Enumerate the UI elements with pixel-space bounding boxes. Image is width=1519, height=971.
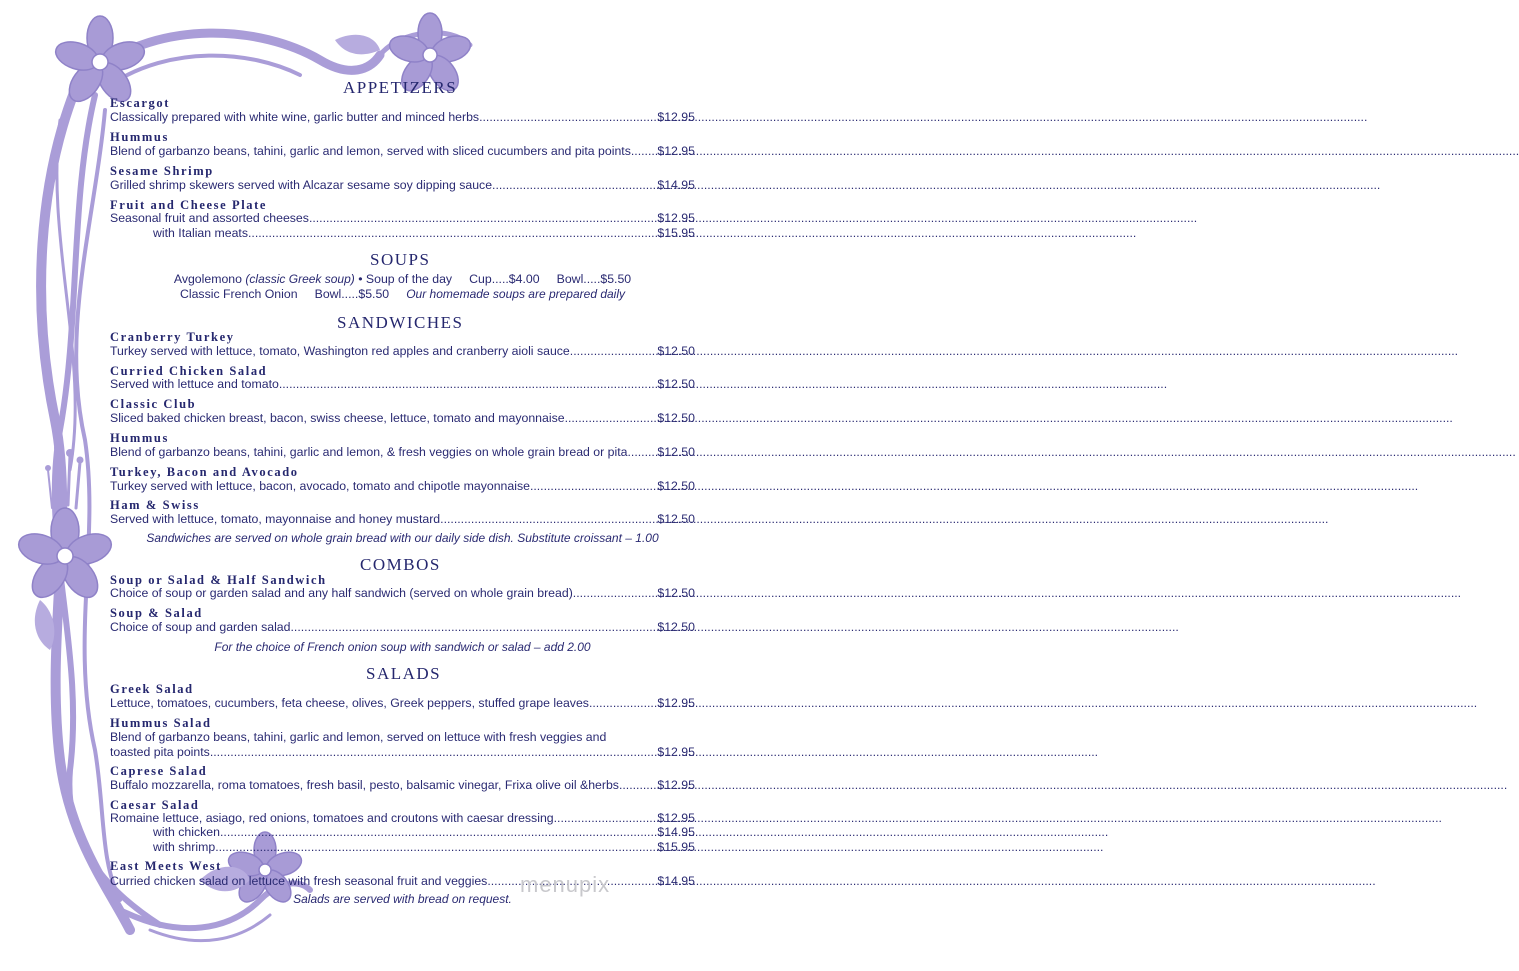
item-desc: Buffalo mozzarella, roma tomatoes, fresh basil, pesto, balsamic vinegar, Frixa olive oil &herbs <box>110 778 619 792</box>
item-name: Hummus <box>110 431 169 445</box>
item-name: Turkey, Bacon and Avocado <box>110 465 299 479</box>
item-price: $12.50 <box>657 479 695 493</box>
item-price: $12.95 <box>657 745 695 759</box>
item-price: $12.95 <box>657 696 695 710</box>
soup-note: Our homemade soups are prepared daily <box>406 287 626 301</box>
item-desc: Turkey served with lettuce, bacon, avocado, tomato and chipotle mayonnaise <box>110 479 530 493</box>
item-name: Caesar Salad <box>110 798 200 812</box>
item-price: $12.95 <box>657 110 695 124</box>
item-desc: Choice of soup or garden salad and any half sandwich (served on whole grain bread) <box>110 586 573 600</box>
soup-text: Avgolemono <box>173 272 246 286</box>
menu-line <box>110 445 695 461</box>
menu-line <box>110 512 695 528</box>
menu-line <box>110 479 695 495</box>
menu-line <box>110 110 695 126</box>
combos-note: For the choice of French onion soup with sandwich or salad – add 2.00 <box>214 640 591 654</box>
soup-line-1 <box>110 272 695 286</box>
item-desc: Served with lettuce, tomato, mayonnaise and honey mustard <box>110 512 441 526</box>
item-name: Hummus Salad <box>110 716 212 730</box>
section-title-salads: SALADS <box>366 664 442 683</box>
section-title-soups: SOUPS <box>370 250 431 269</box>
item-desc: Seasonal fruit and assorted cheeses <box>110 211 309 225</box>
item-desc: with Italian meats <box>153 226 249 240</box>
item-price: $12.95 <box>657 211 695 225</box>
watermark-text: menupix <box>520 872 611 897</box>
item-name: Hummus <box>110 130 169 144</box>
item-price: $14.95 <box>657 178 695 192</box>
item-desc: Turkey served with lettuce, tomato, Washington red apples and cranberry aioli sauce <box>110 344 570 358</box>
item-price: $12.50 <box>657 586 695 600</box>
item-name: Soup & Salad <box>110 606 203 620</box>
section-title-appetizers: APPETIZERS <box>343 78 458 97</box>
item-desc: Lettuce, tomatoes, cucumbers, feta cheese, olives, Greek peppers, stuffed grape leaves <box>110 696 589 710</box>
menu-line <box>110 178 695 194</box>
menu-line <box>110 411 695 427</box>
item-name: Escargot <box>110 96 171 110</box>
item-desc: Curried chicken salad on lettuce with fresh seasonal fruit and veggies <box>110 874 488 888</box>
menu-line <box>110 745 695 761</box>
item-name: Caprese Salad <box>110 764 208 778</box>
item-name: Ham & Swiss <box>110 498 200 512</box>
item-price: $15.95 <box>657 226 695 240</box>
soup-text: (classic Greek soup) <box>245 272 355 286</box>
item-price: $12.95 <box>657 811 695 825</box>
item-desc: with shrimp <box>153 840 216 854</box>
item-price: $15.95 <box>657 840 695 854</box>
salads-note: Salads are served with bread on request. <box>293 892 512 906</box>
item-price: $12.50 <box>657 620 695 634</box>
item-desc: Blend of garbanzo beans, tahini, garlic and lemon, served on lettuce with fresh veggies and <box>110 730 607 744</box>
item-price: $12.95 <box>657 144 695 158</box>
item-desc: Blend of garbanzo beans, tahini, garlic and lemon, & fresh veggies on whole grain bread or pita <box>110 445 628 459</box>
item-name: Soup or Salad & Half Sandwich <box>110 573 327 587</box>
item-name: Fruit and Cheese Plate <box>110 198 268 212</box>
menu-line <box>110 344 695 360</box>
item-price: $12.50 <box>657 512 695 526</box>
item-price: $12.50 <box>657 445 695 459</box>
item-name: Classic Club <box>110 397 197 411</box>
item-price: $12.95 <box>657 778 695 792</box>
menu-line <box>153 226 695 242</box>
item-name: Curried Chicken Salad <box>110 364 268 378</box>
section-title-sandwiches: SANDWICHES <box>337 313 464 332</box>
menu-line <box>153 825 695 841</box>
menu-line <box>110 620 695 636</box>
item-desc: Classically prepared with white wine, garlic butter and minced herbs <box>110 110 480 124</box>
sandwiches-note: Sandwiches are served on whole grain bread with our daily side dish. Substitute croissant – 1.00 <box>146 531 659 545</box>
item-price: $12.50 <box>657 377 695 391</box>
item-desc: Romaine lettuce, asiago, red onions, tomatoes and croutons with caesar dressing <box>110 811 554 825</box>
item-desc: Served with lettuce and tomato <box>110 377 279 391</box>
menu-line <box>110 586 695 602</box>
item-desc: Choice of soup and garden salad <box>110 620 291 634</box>
item-price: $14.95 <box>657 874 695 888</box>
item-desc: toasted pita points <box>110 745 210 759</box>
soup-line-2 <box>110 287 695 301</box>
menu-line <box>110 696 695 712</box>
soup-text: • Soup of the day Cup.....$4.00 Bowl.....$5.50 <box>354 272 632 286</box>
item-name: East Meets West <box>110 859 222 873</box>
item-desc: Sliced baked chicken breast, bacon, swiss cheese, lettuce, tomato and mayonnaise <box>110 411 565 425</box>
menu-line <box>110 144 695 160</box>
menu-line <box>110 211 695 227</box>
item-name: Sesame Shrimp <box>110 164 214 178</box>
item-name: Greek Salad <box>110 682 194 696</box>
section-title-combos: COMBOS <box>360 555 441 574</box>
item-desc: Grilled shrimp skewers served with Alcazar sesame soy dipping sauce <box>110 178 493 192</box>
item-price: $14.95 <box>657 825 695 839</box>
menu-line <box>110 778 695 794</box>
soup-text: Classic French Onion Bowl.....$5.50 <box>179 287 407 301</box>
item-desc: Blend of garbanzo beans, tahini, garlic and lemon, served with sliced cucumbers and pita points <box>110 144 631 158</box>
menu-line <box>153 840 695 856</box>
menu-line <box>110 377 695 393</box>
item-desc: with chicken <box>153 825 220 839</box>
item-name: Cranberry Turkey <box>110 330 235 344</box>
item-price: $12.50 <box>657 344 695 358</box>
item-price: $12.50 <box>657 411 695 425</box>
